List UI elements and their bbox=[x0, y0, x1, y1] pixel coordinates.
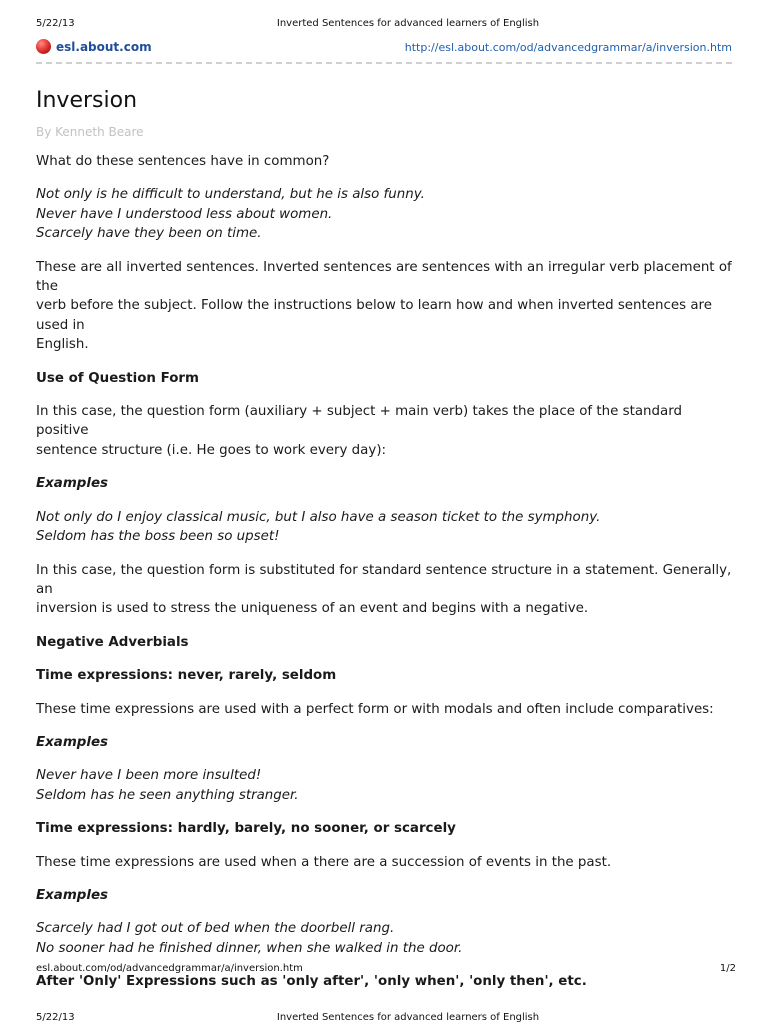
page-url-link[interactable]: http://esl.about.com/od/advancedgrammar/a/inversion.htm bbox=[404, 41, 732, 54]
example-sentences bbox=[36, 766, 736, 805]
text-line: Time expressions: never, rarely, seldom bbox=[36, 668, 337, 684]
footer-page-number: 1/2 bbox=[719, 963, 736, 974]
article-title: Inversion bbox=[36, 88, 138, 113]
text-line: English. bbox=[36, 337, 89, 353]
paragraph bbox=[36, 700, 736, 719]
text-line: verb before the subject. Follow the instructions below to learn how and when inverted sentences are used in bbox=[36, 298, 712, 333]
section-heading bbox=[36, 819, 736, 838]
red-ball-icon bbox=[36, 39, 51, 54]
text-line: These time expressions are used with a perfect form or with modals and often include comparatives: bbox=[36, 701, 714, 717]
text-line: Use of Question Form bbox=[36, 370, 199, 386]
next-page-print-date: 5/22/13 bbox=[36, 1012, 75, 1023]
text-line: Examples bbox=[36, 887, 109, 903]
paragraph bbox=[36, 402, 736, 460]
text-line: After 'Only' Expressions such as 'only after', 'only when', 'only then', etc. bbox=[36, 974, 587, 990]
example-sentences bbox=[36, 508, 736, 547]
text-line: Negative Adverbials bbox=[36, 634, 189, 650]
article bbox=[36, 88, 736, 1006]
text-line: These time expressions are used when a there are a succession of events in the past. bbox=[36, 854, 612, 870]
examples-heading bbox=[36, 474, 736, 493]
paragraph bbox=[36, 853, 736, 872]
footer-url: esl.about.com/od/advancedgrammar/a/inversion.htm bbox=[36, 963, 303, 974]
section-heading bbox=[36, 972, 736, 991]
text-line: Seldom has he seen anything stranger. bbox=[36, 787, 299, 803]
print-date: 5/22/13 bbox=[36, 18, 75, 29]
text-line: Not only is he difficult to understand, but he is also funny. bbox=[36, 187, 425, 203]
section-heading bbox=[36, 369, 736, 388]
byline[interactable]: By Kenneth Beare bbox=[36, 125, 144, 139]
examples-heading bbox=[36, 886, 736, 905]
divider bbox=[36, 62, 732, 64]
site-logo-link[interactable]: esl.about.com bbox=[56, 40, 152, 54]
text-line: Not only do I enjoy classical music, but I also have a season ticket to the symphony. bbox=[36, 509, 601, 525]
text-line: Never have I understood less about women. bbox=[36, 206, 333, 222]
paragraph bbox=[36, 258, 736, 355]
examples-heading bbox=[36, 733, 736, 752]
text-line: In this case, the question form is substituted for standard sentence structure in a statement. Generally, an bbox=[36, 562, 732, 597]
next-page-print-title: Inverted Sentences for advanced learners of English bbox=[276, 1012, 540, 1023]
section-heading bbox=[36, 633, 736, 652]
text-line: These are all inverted sentences. Inverted sentences are sentences with an irregular verb placement of the bbox=[36, 259, 732, 295]
paragraph bbox=[36, 152, 736, 171]
article-body bbox=[36, 152, 736, 992]
text-line: Time expressions: hardly, barely, no sooner, or scarcely bbox=[36, 821, 456, 837]
text-line: In this case, the question form (auxiliary + subject + main verb) takes the place of the standard positive bbox=[36, 404, 683, 439]
text-line: Scarcely had I got out of bed when the doorbell rang. bbox=[36, 921, 395, 937]
text-line: No sooner had he finished dinner, when she walked in the door. bbox=[36, 940, 463, 956]
text-line: Examples bbox=[36, 734, 109, 750]
text-line: Seldom has the boss been so upset! bbox=[36, 529, 280, 545]
section-heading bbox=[36, 666, 736, 685]
text-line: Never have I been more insulted! bbox=[36, 768, 262, 784]
site-bar bbox=[36, 36, 732, 60]
text-line: Scarcely have they been on time. bbox=[36, 226, 262, 242]
text-line: What do these sentences have in common? bbox=[36, 154, 330, 169]
print-title: Inverted Sentences for advanced learners of English bbox=[276, 18, 540, 29]
text-line: inversion is used to stress the uniqueness of an event and begins with a negative. bbox=[36, 601, 589, 617]
text-line: Examples bbox=[36, 476, 109, 492]
example-sentences bbox=[36, 919, 736, 958]
example-sentences bbox=[36, 185, 736, 243]
paragraph bbox=[36, 561, 736, 619]
text-line: sentence structure (i.e. He goes to work every day): bbox=[36, 442, 387, 458]
